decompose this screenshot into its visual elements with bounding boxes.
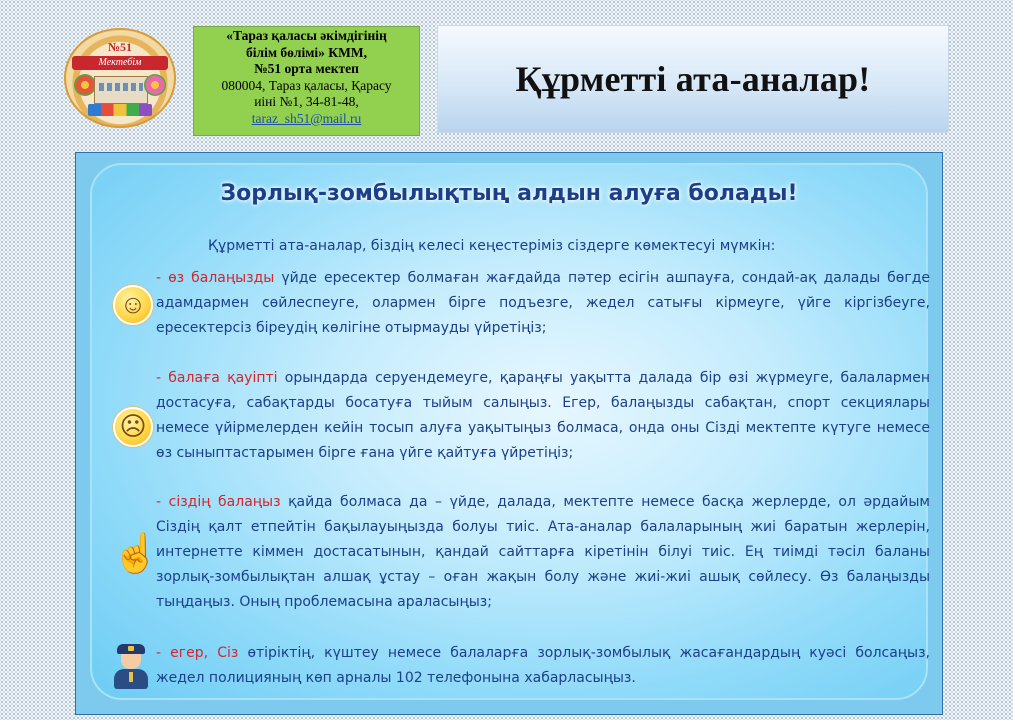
advice-highlight: сіздің балаңыз [168, 494, 281, 510]
flower-icon [144, 74, 166, 96]
smile-icon: ☺ [113, 285, 153, 325]
page-title-box [437, 25, 949, 133]
police-body [114, 669, 148, 689]
police-officer-icon [111, 642, 151, 690]
police-face [121, 653, 141, 669]
advice-text: үйде ересектер болмаған жағдайда пәтер есігін ашпауға, сондай-ақ далады бөгде адамдармен сөйлеспеуге, олармен бірге подъезге, жедел сатығы кірмеуге, үйге кіргізбеуге, ересектерсіз біреудің көлігіне отырмауды үйретіңіз; [156, 270, 930, 336]
advice-text: орындарда серуендемеуге, қараңғы уақытта далада бір өзі жүрмеуге, балалармен достасуға, сабақтарды босатуға тыйым салыңыз. Егер, балаңызды сабақтан, спорт секциялары немесе үйірмелерден кейін тосып алуға уақытыңыз болмаса, онда оны Сізді мектепте күтуге немесе өз сыныптастарымен бірге ғана үйге қайтуға үйретіңіз; [156, 370, 930, 461]
advice-highlight: егер, Сіз [170, 645, 239, 661]
advice-highlight: өз балаңызды [168, 270, 275, 286]
advice-highlight: балаға қауіпті [168, 370, 278, 386]
school-logo [64, 28, 176, 128]
advice-item: - өз балаңызды үйде ересектер болмаған жағдайда пәтер есігін ашпауға, сондай-ақ далады бөгде адамдармен сөйлеспеуге, олармен бірге подъезге, жедел сатығы кірмеуге, үйге кіргізбеуге, ересектерсіз біреудің көлігіне отырмауды үйретіңіз; [156, 270, 930, 336]
books-icon [88, 104, 152, 116]
poster-panel [90, 163, 928, 700]
school-line-1: «Тараз қаласы әкімдігінің [226, 28, 387, 43]
pointing-finger-icon: ☝ [112, 533, 160, 575]
poster [75, 152, 943, 715]
school-address-line-1: 080004, Тараз қаласы, Қарасу [221, 77, 392, 93]
advice-text: өтіріктің, күштеу немесе балаларға зорлық-зомбылық жасағандардың куәсі болсаңыз, жедел полицияның көп арналы 102 телефонына хабарласыңыз. [156, 645, 930, 686]
advice-item: - егер, Сіз өтіріктің, күштеу немесе балаларға зорлық-зомбылық жасағандардың куәсі болсаңыз, жедел полицияның көп арналы 102 телефонына хабарласыңыз. [156, 645, 930, 686]
poster-heading: Зорлық-зомбылықтың алдын алуға болады! [220, 181, 798, 206]
school-line-2: білім бөлімі» КММ, [246, 44, 367, 60]
police-hat [117, 644, 145, 654]
school-email-link[interactable]: taraz_sh51@mail.ru [251, 110, 362, 126]
school-line-3: №51 орта мектеп [254, 61, 359, 76]
logo-number: №51 [107, 40, 133, 54]
school-info-box [193, 26, 420, 136]
flower-icon [74, 74, 96, 96]
school-building-icon [94, 76, 148, 104]
school-address-line-2: иіні №1, 34-81-48, [254, 94, 359, 109]
poster-lead: Құрметті ата-аналар, біздің келесі кеңестеріміз сіздерге көмектесуі мүмкін: [208, 238, 776, 254]
logo-banner: Мектебім [72, 56, 168, 70]
page-title: Құрметті ата-аналар! [515, 59, 871, 99]
advice-item: - балаға қауіпті орындарда серуендемеуге, қараңғы уақытта далада бір өзі жүрмеуге, балалармен достасуға, сабақтарды босатуға тыйым салыңыз. Егер, балаңызды сабақтан, спорт секциялары немесе үйірмелерден кейін тосып алуға уақытыңыз болмаса, онда оны Сізді мектепте күтуге немесе өз сыныптастарымен бірге ғана үйге қайтуға үйретіңіз; [156, 370, 930, 461]
sad-face-icon: ☹ [113, 407, 153, 447]
advice-text: қайда болмаса да – үйде, далада, мектепте немесе басқа жерлерде, ол әрдайым Сіздің қалт етпейтін бақылауыңызда болуы тиіс. Ата-аналар балаларының жиі баратын жерлерін, интернетте кіммен достасатынын, қандай сайттарға кіретінін білуі тиіс. Ең тиімді тәсіл баланы зорлық-зомбылықтан алшақ ұстау – оған жақын болу және жиі-жиі ашық сөйлесу. Өз балаңызды тыңдаңыз. Оның проблемасына араласыңыз; [156, 494, 930, 610]
advice-item: - сіздің балаңыз қайда болмаса да – үйде, далада, мектепте немесе басқа жерлерде, ол әрдайым Сіздің қалт етпейтін бақылауыңызда болуы тиіс. Ата-аналар балаларының жиі баратын жерлерін, интернетте кіммен достасатынын, қандай сайттарға кіретінін білуі тиіс. Ең тиімді тәсіл баланы зорлық-зомбылықтан алшақ ұстау – оған жақын болу және жиі-жиі ашық сөйлесу. Өз балаңызды тыңдаңыз. Оның проблемасына араласыңыз; [156, 494, 930, 610]
